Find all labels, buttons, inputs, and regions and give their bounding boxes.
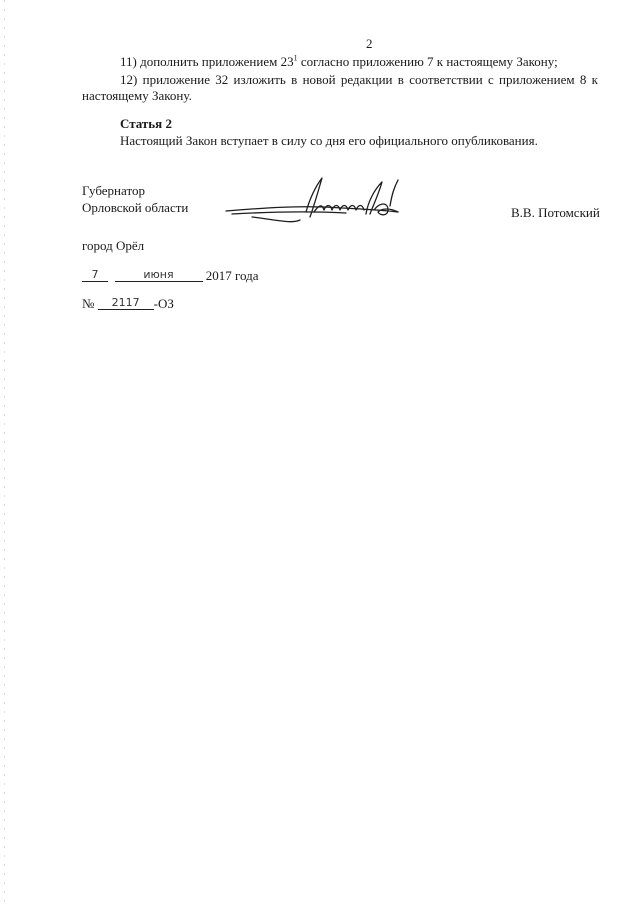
page-number: 2 bbox=[366, 36, 373, 51]
date-line bbox=[82, 268, 259, 284]
date-month: июня bbox=[115, 269, 203, 282]
date-year: 2017 года bbox=[205, 268, 259, 283]
law-number-line bbox=[82, 296, 174, 312]
amendment-item-12: 12) приложение 32 изложить в новой редакции в соответствии с приложением 8 к настоящему Закону. bbox=[82, 72, 598, 103]
amendment-item-11-after: согласно приложению 7 к настоящему Закону; bbox=[297, 54, 558, 69]
article-2-heading: Статья 2 bbox=[120, 116, 172, 131]
article-2-text: Настоящий Закон вступает в силу со дня его официального опубликования. bbox=[120, 133, 538, 148]
governor-title-line1: Губернатор bbox=[82, 183, 145, 198]
governor-title-line2: Орловской области bbox=[82, 200, 189, 215]
law-number-prefix: № bbox=[82, 296, 95, 311]
handwritten-signature bbox=[222, 172, 408, 232]
law-number-suffix: -ОЗ bbox=[153, 296, 174, 311]
governor-name: В.В. Потомский bbox=[511, 205, 600, 220]
date-day: 7 bbox=[82, 269, 108, 282]
amendment-item-11 bbox=[120, 54, 558, 70]
amendment-item-11-before: 11) дополнить приложением 23 bbox=[120, 54, 294, 69]
law-number-value: 2117 bbox=[98, 297, 154, 310]
city-name: город Орёл bbox=[82, 238, 145, 253]
amendment-item-11-superscript: 1 bbox=[293, 53, 298, 63]
scan-edge-artifact bbox=[4, 0, 5, 905]
